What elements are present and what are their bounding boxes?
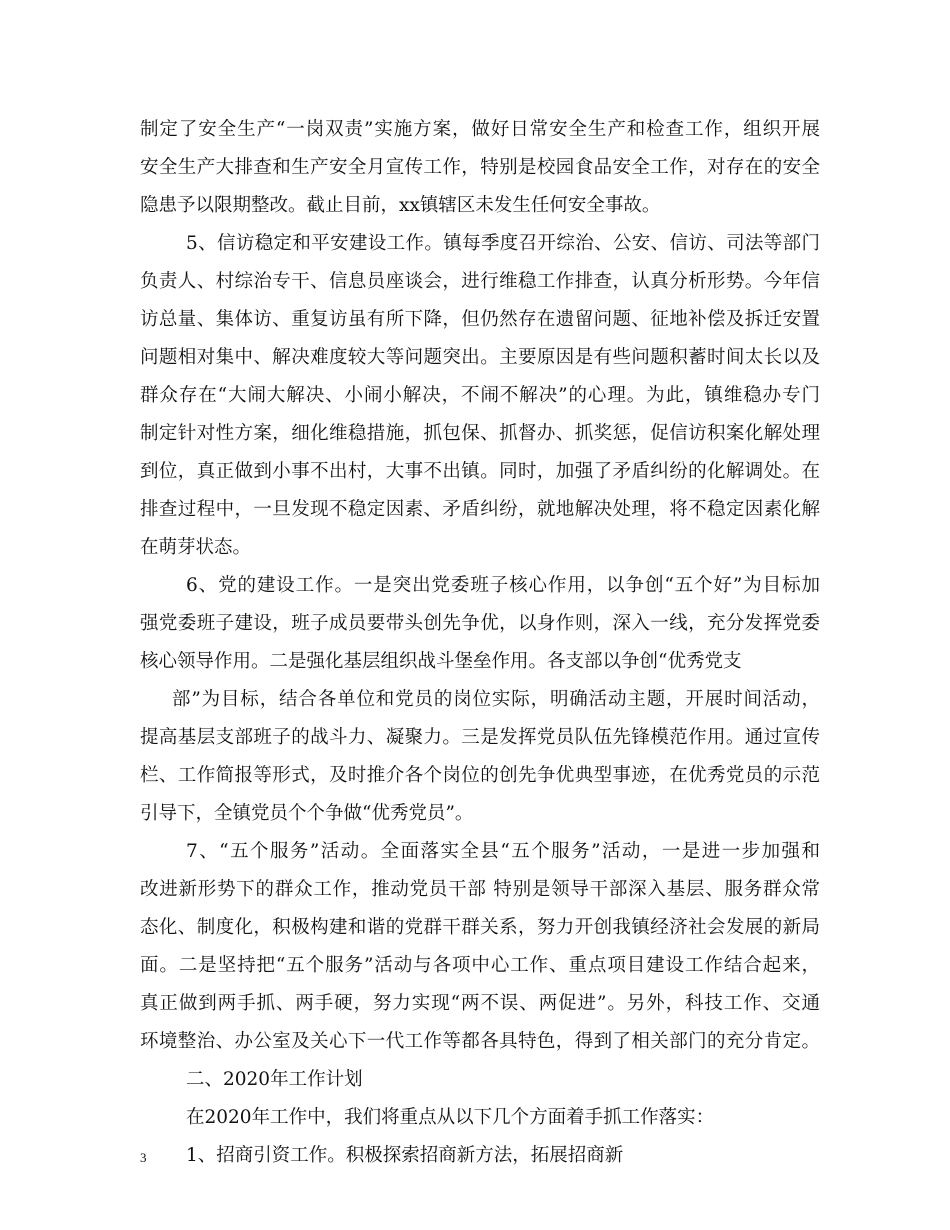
text-line: 问题相对集中、解决难度较大等问题突出。主要原因是有些问题积蓄时间太长以及 [140, 347, 820, 368]
text-line: 制定了安全生产“一岗双责”实施方案，做好日常安全生产和检查工作，组织开展 [140, 119, 820, 140]
text-line: 负责人、村综治专干、信息员座谈会，进行维稳工作排查，认真分析形势。今年信 [140, 271, 820, 292]
text-line: 访总量、集体访、重复访虽有所下降，但仍然存在遗留问题、征地补偿及拆迁安置 [140, 309, 820, 330]
paragraph-start-line: 1、招商引资工作。积极探索招商新方法，拓展招商新 [186, 1145, 624, 1166]
text-line: 栏、工作简报等形式，及时推介各个岗位的创先争优典型事迹，在优秀党员的示范 [140, 765, 820, 786]
text-line: 引导下，全镇党员个个争做“优秀党员”。 [140, 803, 474, 824]
text-line: 到位，真正做到小事不出村，大事不出镇。同时，加强了矛盾纠纷的化解调处。在 [140, 461, 820, 482]
text-line: 真正做到两手抓、两手硬，努力实现“两不误、两促进”。另外，科技工作、交通 [140, 993, 820, 1014]
text-line: 隐患予以限期整改。截止目前，xx镇辖区未发生任何安全事故。 [140, 195, 661, 216]
section-heading: 二、2020年工作计划 [186, 1069, 363, 1090]
text-line: 环境整治、办公室及关心下一代工作等都各具特色，得到了相关部门的充分肯定。 [140, 1031, 820, 1052]
text-line: 提高基层支部班子的战斗力、凝聚力。三是发挥党员队伍先锋模范作用。通过宣传 [140, 727, 820, 748]
text-line: 在萌芽状态。 [140, 537, 252, 558]
paragraph-start-line: 7、“五个服务”活动。全面落实全县“五个服务”活动，一是进一步加强和 [186, 841, 820, 862]
text-line: 面。二是坚持把“五个服务”活动与各项中心工作、重点项目建设工作结合起来， [140, 955, 820, 976]
paragraph-start-line: 5、信访稳定和平安建设工作。镇每季度召开综治、公安、信访、司法等部门 [186, 233, 820, 254]
text-line: 排查过程中，一旦发现不稳定因素、矛盾纠纷，就地解决处理，将不稳定因素化解 [140, 499, 820, 520]
text-line: 安全生产大排查和生产安全月宣传工作，特别是校园食品安全工作，对存在的安全 [140, 157, 820, 178]
text-line: 态化、制度化，积极构建和谐的党群干群关系，努力开创我镇经济社会发展的新局 [140, 917, 820, 938]
text-line: 群众存在“大闹大解决、小闹小解决，不闹不解决”的心理。为此，镇维稳办专门 [140, 385, 820, 406]
text-line: 部”为目标，结合各单位和党员的岗位实际，明确活动主题，开展时间活动， [172, 689, 820, 710]
text-line: 制定针对性方案，细化维稳措施，抓包保、抓督办、抓奖惩，促信访积案化解处理 [140, 423, 820, 444]
page-number: 3 [140, 1150, 147, 1165]
text-line: 核心领导作用。二是强化基层组织战斗堡垒作用。各支部以争创“优秀党支 [140, 651, 742, 672]
text-line: 强党委班子建设，班子成员要带头创先争优，以身作则，深入一线，充分发挥党委 [140, 613, 820, 634]
paragraph-start-line: 6、党的建设工作。一是突出党委班子核心作用，以争创“五个好”为目标加 [186, 575, 820, 596]
paragraph-start-line: 在2020年工作中，我们将重点从以下几个方面着手抓工作落实： [186, 1107, 715, 1128]
text-line: 改进新形势下的群众工作，推动党员干部 特别是领导干部深入基层、服务群众常 [140, 879, 820, 900]
